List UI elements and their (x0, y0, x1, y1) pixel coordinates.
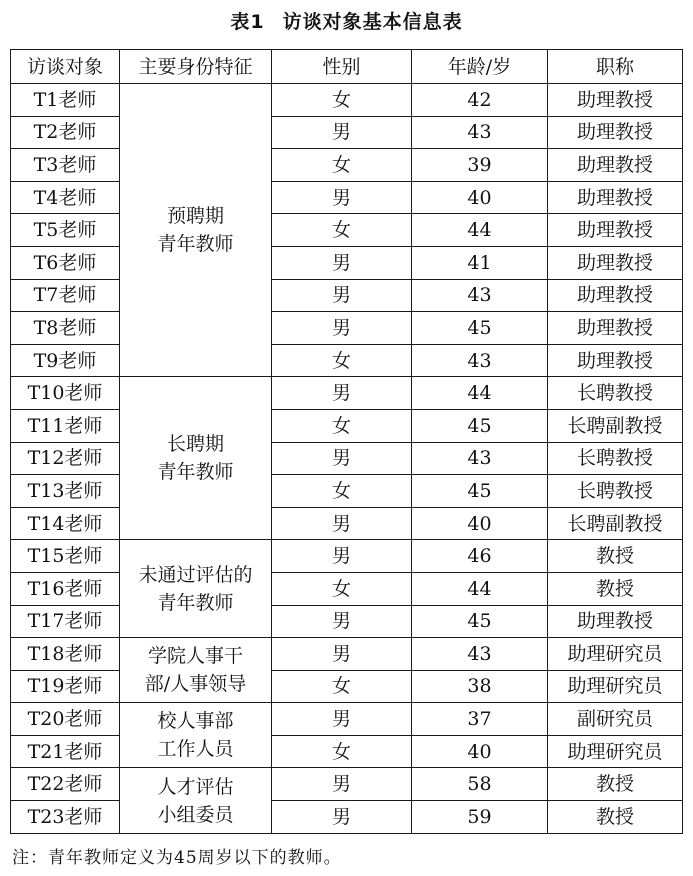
age-cell: 43 (412, 442, 548, 475)
interviewee-cell: T6老师 (11, 246, 120, 279)
column-header-age: 年龄/岁 (412, 50, 548, 84)
age-cell: 46 (412, 540, 548, 573)
interviewee-cell: T4老师 (11, 181, 120, 214)
gender-cell: 男 (272, 540, 412, 573)
age-cell: 45 (412, 312, 548, 345)
identity-line: 未通过评估的 (138, 563, 253, 586)
title-cell: 助理教授 (548, 84, 683, 117)
column-header-gender: 性别 (272, 50, 412, 84)
title-cell: 助理教授 (548, 214, 683, 247)
table-row (11, 735, 683, 768)
identity-line: 部/人事领导 (144, 673, 247, 696)
table-row (11, 605, 683, 638)
title-cell: 长聘教授 (548, 442, 683, 475)
title-cell: 助理教授 (548, 312, 683, 345)
title-cell: 助理研究员 (548, 670, 683, 703)
interviewee-cell: T3老师 (11, 149, 120, 182)
interviewee-cell: T13老师 (11, 475, 120, 508)
title-cell: 助理教授 (548, 344, 683, 377)
identity-line: 长聘期 (166, 433, 224, 456)
table-row (11, 279, 683, 312)
gender-cell: 男 (272, 605, 412, 638)
table-row (11, 149, 683, 182)
age-cell: 39 (412, 149, 548, 182)
gender-cell: 男 (272, 377, 412, 410)
column-header-title: 职称 (548, 50, 683, 84)
interviewee-cell: T8老师 (11, 312, 120, 345)
age-cell: 45 (412, 409, 548, 442)
title-cell: 长聘副教授 (548, 507, 683, 540)
table-row (11, 409, 683, 442)
table-row (11, 801, 683, 834)
identity-group-cell (120, 703, 272, 768)
table-row (11, 344, 683, 377)
identity-line: 青年教师 (157, 233, 234, 256)
interviewee-cell: T15老师 (11, 540, 120, 573)
gender-cell: 男 (272, 181, 412, 214)
gender-cell: 女 (272, 84, 412, 117)
title-cell: 教授 (548, 768, 683, 801)
interviewee-cell: T12老师 (11, 442, 120, 475)
interviewee-cell: T18老师 (11, 638, 120, 671)
column-header-identity: 主要身份特征 (120, 50, 272, 84)
gender-cell: 女 (272, 149, 412, 182)
age-cell: 43 (412, 116, 548, 149)
interviewee-cell: T11老师 (11, 409, 120, 442)
table-row (11, 572, 683, 605)
header-row (11, 50, 683, 84)
table-row (11, 377, 683, 410)
interviewee-cell: T14老师 (11, 507, 120, 540)
interviewee-cell: T23老师 (11, 801, 120, 834)
identity-group-cell (120, 84, 272, 377)
interviewee-cell: T5老师 (11, 214, 120, 247)
title-cell: 助理研究员 (548, 638, 683, 671)
identity-line: 小组委员 (157, 803, 234, 826)
table-row (11, 638, 683, 671)
age-cell: 42 (412, 84, 548, 117)
table-row (11, 540, 683, 573)
identity-line: 青年教师 (157, 461, 234, 484)
table-row (11, 507, 683, 540)
title-cell: 助理教授 (548, 279, 683, 312)
table-number: 表1 (230, 11, 265, 33)
table-row (11, 116, 683, 149)
table-row (11, 442, 683, 475)
age-cell: 58 (412, 768, 548, 801)
interviewee-cell: T1老师 (11, 84, 120, 117)
age-cell: 44 (412, 377, 548, 410)
identity-group-cell (120, 540, 272, 638)
table-footnote: 注：青年教师定义为45周岁以下的教师。 (12, 848, 342, 868)
interviewee-cell: T7老师 (11, 279, 120, 312)
gender-cell: 男 (272, 246, 412, 279)
gender-cell: 男 (272, 312, 412, 345)
table-body (11, 84, 683, 834)
interviewee-cell: T9老师 (11, 344, 120, 377)
gender-cell: 女 (272, 572, 412, 605)
age-cell: 40 (412, 181, 548, 214)
title-cell: 助理教授 (548, 149, 683, 182)
interviewee-cell: T19老师 (11, 670, 120, 703)
table-row (11, 312, 683, 345)
age-cell: 41 (412, 246, 548, 279)
title-cell: 助理研究员 (548, 735, 683, 768)
identity-line: 学院人事干 (147, 645, 243, 668)
gender-cell: 男 (272, 768, 412, 801)
gender-cell: 男 (272, 801, 412, 834)
title-cell: 教授 (548, 540, 683, 573)
gender-cell: 男 (272, 703, 412, 736)
interviewee-cell: T10老师 (11, 377, 120, 410)
interviewee-cell: T16老师 (11, 572, 120, 605)
title-cell: 助理教授 (548, 181, 683, 214)
age-cell: 40 (412, 507, 548, 540)
interviewee-cell: T2老师 (11, 116, 120, 149)
age-cell: 59 (412, 801, 548, 834)
identity-line: 人才评估 (157, 775, 234, 798)
age-cell: 45 (412, 475, 548, 508)
age-cell: 45 (412, 605, 548, 638)
age-cell: 40 (412, 735, 548, 768)
identity-group-cell (120, 377, 272, 540)
table-row (11, 475, 683, 508)
gender-cell: 女 (272, 214, 412, 247)
table-title (0, 6, 693, 38)
table-row (11, 214, 683, 247)
table-row (11, 181, 683, 214)
age-cell: 44 (412, 214, 548, 247)
table-row (11, 670, 683, 703)
identity-line: 预聘期 (166, 205, 224, 228)
gender-cell: 女 (272, 735, 412, 768)
gender-cell: 女 (272, 670, 412, 703)
identity-group-cell (120, 768, 272, 833)
table-row (11, 703, 683, 736)
gender-cell: 女 (272, 475, 412, 508)
interviewee-cell: T17老师 (11, 605, 120, 638)
gender-cell: 女 (272, 409, 412, 442)
age-cell: 37 (412, 703, 548, 736)
title-cell: 长聘教授 (548, 377, 683, 410)
column-header-interviewee: 访谈对象 (11, 50, 120, 84)
gender-cell: 男 (272, 638, 412, 671)
table-row (11, 84, 683, 117)
identity-line: 青年教师 (157, 591, 234, 614)
age-cell: 43 (412, 344, 548, 377)
title-cell: 长聘副教授 (548, 409, 683, 442)
interviewee-cell: T21老师 (11, 735, 120, 768)
gender-cell: 男 (272, 442, 412, 475)
title-cell: 助理教授 (548, 605, 683, 638)
title-cell: 长聘教授 (548, 475, 683, 508)
title-cell: 教授 (548, 801, 683, 834)
identity-group-cell (120, 638, 272, 703)
title-cell: 助理教授 (548, 246, 683, 279)
age-cell: 43 (412, 638, 548, 671)
title-cell: 副研究员 (548, 703, 683, 736)
age-cell: 43 (412, 279, 548, 312)
interviewee-cell: T20老师 (11, 703, 120, 736)
interviewee-cell: T22老师 (11, 768, 120, 801)
identity-line: 工作人员 (157, 738, 234, 761)
gender-cell: 男 (272, 116, 412, 149)
table-row (11, 246, 683, 279)
gender-cell: 女 (272, 344, 412, 377)
gender-cell: 男 (272, 507, 412, 540)
identity-line: 校人事部 (157, 710, 234, 733)
title-cell: 教授 (548, 572, 683, 605)
gender-cell: 男 (272, 279, 412, 312)
title-cell: 助理教授 (548, 116, 683, 149)
table-caption: 访谈对象基本信息表 (282, 11, 463, 33)
table-row (11, 768, 683, 801)
age-cell: 44 (412, 572, 548, 605)
age-cell: 38 (412, 670, 548, 703)
interviewee-info-table (10, 49, 683, 834)
